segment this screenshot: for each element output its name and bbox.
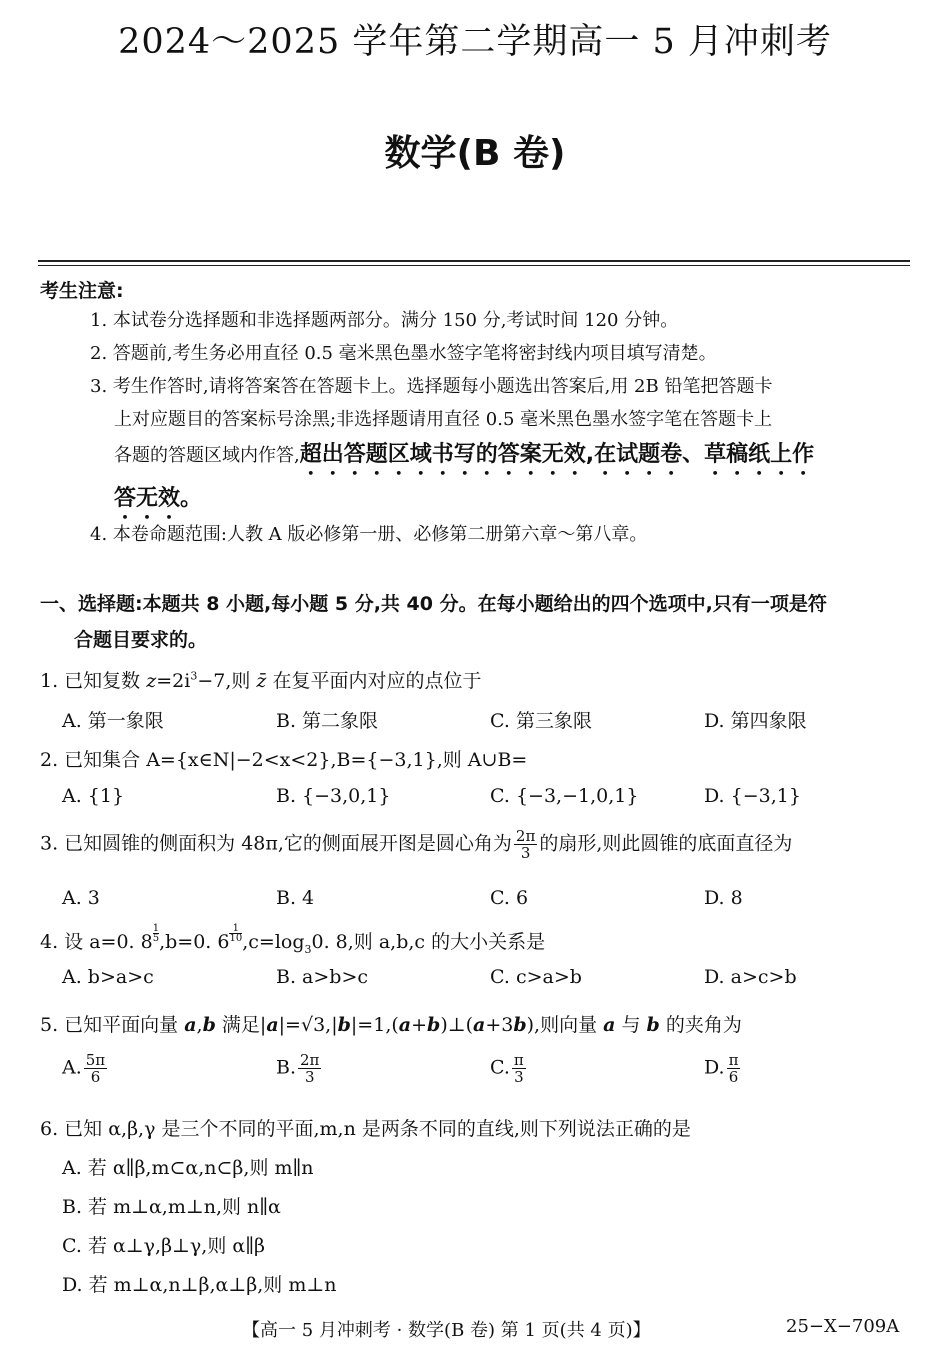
notice-heading: 考生注意: [40,280,124,302]
q3-option-b: B. 4 [276,887,315,909]
notice-emphasis: 超出答题区域书写的答案无效,在试题卷、草稿纸上作 [299,442,815,467]
exam-code: 25−X−709A [786,1316,900,1337]
q6-option-b: B. 若 m⊥α,m⊥n,则 n∥α [62,1196,281,1218]
notice-item-3-line-a: 3. 考生作答时,请将答案答在答题卡上。选择题每小题选出答案后,用 2B 铅笔把答题卡 [90,376,773,397]
notice-item-1: 1. 本试卷分选择题和非选择题两部分。满分 150 分,考试时间 120 分钟。 [90,310,679,331]
question-2: 2. 已知集合 A={x∈N|−2<x<2},B={−3,1},则 A∪B= [40,749,528,771]
q2-option-a: A. {1} [62,785,125,807]
q4-option-d: D. a>c>b [704,966,797,988]
question-4: 4. 设 a=0. 8 $\frac{1}{5}$ ,b=0. 6 $\frac{1}{10}$ $,c=\log_30$. 8,则 a,b,c 的大小关系是 [40,923,546,956]
q3-fraction: $\frac{2\pi}{3}$ [515,827,536,862]
q5-option-a: A. $\frac{5\pi}{6}$ [62,1051,106,1086]
notice-item-2: 2. 答题前,考生务必用直径 0.5 毫米黑色墨水签字笔将密封线内项目填写清楚。 [90,343,717,364]
q4-option-a: A. b>a>c [62,966,154,988]
question-5: 5. 已知平面向量 a,b 满足|a|=√3,|b|=1,(a+b)⊥(a+3b),则向量 a 与 b 的夹角为 [40,1014,742,1036]
q1-option-a: A. 第一象限 [62,710,164,732]
notice-emphasis-2: 答无效。 [114,486,203,511]
q1-option-c: C. 第三象限 [490,710,592,732]
exam-title: 2024～2025 学年第二学期高一 5 月冲刺考 [118,22,832,62]
exam-subtitle: 数学(B 卷) [384,133,566,174]
notice-item-3-line-c: 各题的答题区域内作答,超出答题区域书写的答案无效,在试题卷、草稿纸上作 [114,442,815,467]
divider-bottom [38,265,910,266]
page-footer: 【高一 5 月冲刺考 · 数学(B 卷) 第 1 页(共 4 页)】 [242,1320,651,1341]
question-3: 3. 已知圆锥的侧面积为 48π,它的侧面展开图是圆心角为 $\frac{2\pi}{3}$ 的扇形,则此圆锥的底面直径为 [40,827,793,862]
q4-option-b: B. a>b>c [276,966,369,988]
q1-option-d: D. 第四象限 [704,710,807,732]
question-6: 6. 已知 α,β,γ 是三个不同的平面,m,n 是两条不同的直线,则下列说法正确的是 [40,1118,691,1140]
q1-option-b: B. 第二象限 [276,710,379,732]
q5-option-b: B. $\frac{2\pi}{3}$ [276,1051,320,1086]
notice-item-4: 4. 本卷命题范围:人教 A 版必修第一册、必修第二册第六章～第八章。 [90,524,648,545]
notice-item-3 [90,370,910,524]
q6-option-a: A. 若 α∥β,m⊂α,n⊂β,则 m∥n [62,1157,314,1179]
q2-option-b: B. {−3,0,1} [276,785,391,807]
divider-top [38,260,910,262]
q3-option-d: D. 8 [704,887,743,909]
section-heading: 一、选择题:本题共 8 小题,每小题 5 分,共 40 分。在每小题给出的四个选项中,只有一项是符 合题目要求的。 [40,593,827,651]
q6-option-d: D. 若 m⊥α,n⊥β,α⊥β,则 m⊥n [62,1274,337,1296]
q3-option-a: A. 3 [62,887,100,909]
q2-option-d: D. {−3,1} [704,785,801,807]
q2-option-c: C. {−3,−1,0,1} [490,785,639,807]
q3-option-c: C. 6 [490,887,529,909]
question-1: 1. 已知复数 $z=2i^3-7$,则 z̄ 在复平面内对应的点位于 [40,669,482,692]
notice-item-3-line-b: 上对应题目的答案标号涂黑;非选择题请用直径 0.5 毫米黑色墨水签字笔在答题卡上 [114,409,773,430]
q4-option-c: C. c>a>b [490,966,582,988]
q5-option-c: C. $\frac{\pi}{3}$ [490,1051,524,1086]
q6-option-c: C. 若 α⊥γ,β⊥γ,则 α∥β [62,1235,265,1257]
q5-option-d: D. $\frac{\pi}{6}$ [704,1051,739,1086]
